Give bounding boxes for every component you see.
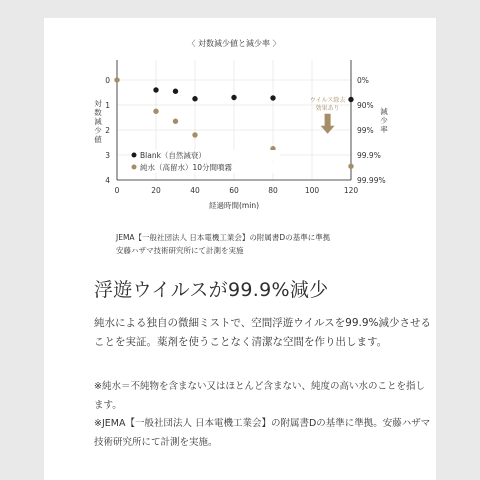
annotation-line-2: 効果あり bbox=[315, 104, 340, 112]
y-tick-label-3: 3 bbox=[105, 151, 110, 160]
footnote-jema: ※JEMA【一般社団法人 日本電機工業会】の附属書Dの基準に準拠。安藤ハザマ技術研究所にて計測を実施。 bbox=[94, 418, 431, 448]
y-axis-label-left: 対数減少値 bbox=[94, 99, 102, 144]
right-tick-label-0: 0% bbox=[357, 76, 369, 85]
x-tick-label-3: 60 bbox=[229, 186, 239, 195]
series-0-point-0 bbox=[153, 87, 158, 92]
chart-note-line-1: JEMA【一般社団法人 日本電機工業会】の附属書Dの基準に準拠 bbox=[116, 233, 331, 242]
log-reduction-chart bbox=[44, 18, 436, 228]
right-tick-label-1: 90% bbox=[357, 101, 374, 110]
x-tick-label-1: 20 bbox=[151, 186, 161, 195]
y-axis-label-right: 減少率 bbox=[380, 107, 388, 134]
right-tick-label-4: 99.99% bbox=[357, 176, 386, 185]
x-axis-label: 経過時間(min) bbox=[209, 201, 259, 210]
chart-title: 〈 対数減少値と減少率 〉 bbox=[187, 39, 281, 48]
series-1-point-1 bbox=[153, 109, 158, 114]
footnotes bbox=[94, 378, 434, 452]
content-card bbox=[44, 18, 436, 480]
x-tick-label-2: 40 bbox=[190, 186, 200, 195]
series-0-point-3 bbox=[231, 95, 236, 100]
series-1-point-5 bbox=[348, 164, 353, 169]
series-1-point-3 bbox=[192, 132, 197, 137]
body-paragraph: 純水による独自の微細ミストで、空間浮遊ウイルスを99.9%減少させることを実証。薬剤を使うことなく清潔な空間を作り出します。 bbox=[94, 317, 432, 348]
right-tick-label-2: 99% bbox=[357, 126, 374, 135]
series-0-point-5 bbox=[348, 97, 353, 102]
x-tick-label-6: 120 bbox=[343, 186, 359, 195]
right-tick-label-3: 99.9% bbox=[357, 151, 381, 160]
y-tick-label-0: 0 bbox=[105, 76, 110, 85]
series-0-point-4 bbox=[270, 95, 275, 100]
y-tick-label-2: 2 bbox=[105, 126, 110, 135]
y-tick-label-4: 4 bbox=[105, 176, 110, 185]
series-0-point-2 bbox=[192, 96, 197, 101]
footnote-pure-water: ※純水＝不純物を含まない又はほとんど含まない、純度の高い水のことを指します。 bbox=[94, 381, 425, 411]
annotation-line-1: ウイルス除去 bbox=[309, 96, 346, 104]
x-tick-label-4: 80 bbox=[268, 186, 278, 195]
series-1-point-0 bbox=[114, 77, 119, 82]
series-0-point-1 bbox=[173, 89, 178, 94]
legend-label-0: Blank（自然減衰） bbox=[140, 151, 206, 160]
legend-label-1: 純水（高留水）10分間噴霧 bbox=[140, 163, 233, 172]
legend-marker-0 bbox=[132, 153, 137, 158]
annotation-arrow-shaft bbox=[325, 114, 331, 127]
chart-area bbox=[44, 18, 436, 228]
legend-marker-1 bbox=[132, 165, 137, 170]
y-tick-label-1: 1 bbox=[105, 101, 110, 110]
page-headline: 浮遊ウイルスが99.9%減少 bbox=[94, 279, 329, 301]
x-tick-label-5: 100 bbox=[304, 186, 320, 195]
chart-note-line-2: 安藤ハザマ技術研究所にて計測を実施 bbox=[116, 246, 244, 255]
series-1-point-2 bbox=[173, 119, 178, 124]
x-tick-label-0: 0 bbox=[114, 186, 120, 195]
chart-note bbox=[116, 231, 330, 257]
